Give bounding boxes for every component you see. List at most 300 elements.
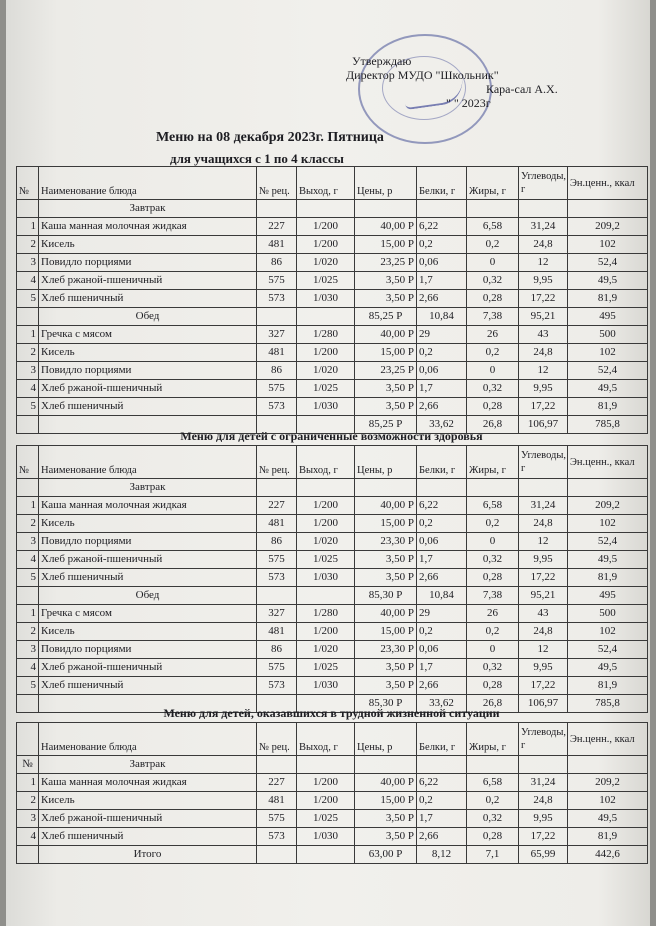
yield: 1/030 (297, 398, 355, 416)
section-breakfast: Завтрак (39, 756, 257, 774)
price: 40,00 Р (355, 326, 417, 344)
header-carbs: Углеводы, г (519, 446, 568, 479)
recipe-num: 573 (257, 398, 297, 416)
dish-name: Повидло порциями (39, 533, 257, 551)
row-num: 1 (17, 218, 39, 236)
fat: 0,2 (467, 515, 519, 533)
total-fat: 7,1 (467, 846, 519, 864)
price: 3,50 Р (355, 398, 417, 416)
carbs: 9,95 (519, 272, 568, 290)
carbs: 24,8 (519, 515, 568, 533)
header-protein: Белки, г (417, 167, 467, 200)
yield: 1/200 (297, 792, 355, 810)
price: 3,50 Р (355, 272, 417, 290)
table-row (17, 380, 648, 398)
carbs: 24,8 (519, 236, 568, 254)
carbs: 24,8 (519, 792, 568, 810)
dish-name: Хлеб ржаной-пшеничный (39, 272, 257, 290)
energy: 102 (568, 515, 648, 533)
yield: 1/020 (297, 362, 355, 380)
recipe-num: 327 (257, 605, 297, 623)
protein: 0,2 (417, 236, 467, 254)
section-total: Итого (39, 846, 257, 864)
table-row (17, 828, 648, 846)
price: 3,50 Р (355, 569, 417, 587)
header-fat: Жиры, г (467, 446, 519, 479)
yield: 1/025 (297, 810, 355, 828)
approval-line-3: Кара-сал А.Х. (486, 82, 558, 96)
carbs: 43 (519, 326, 568, 344)
dish-name: Кисель (39, 623, 257, 641)
recipe-num: 227 (257, 497, 297, 515)
row-num: 3 (17, 362, 39, 380)
yield: 1/025 (297, 380, 355, 398)
row-num: 2 (17, 236, 39, 254)
row-num: 4 (17, 272, 39, 290)
protein: 2,66 (417, 569, 467, 587)
yield: 1/200 (297, 497, 355, 515)
page-title: Меню на 08 декабря 2023г. Пятница (156, 130, 384, 145)
recipe-num: 327 (257, 326, 297, 344)
energy: 209,2 (568, 218, 648, 236)
total-energy: 785,8 (568, 416, 648, 434)
protein: 6,22 (417, 218, 467, 236)
total-protein: 8,12 (417, 846, 467, 864)
table-row (17, 290, 648, 308)
protein: 0,06 (417, 533, 467, 551)
yield: 1/025 (297, 551, 355, 569)
price: 3,50 Р (355, 380, 417, 398)
approval-line-4: " " 2023г (446, 96, 491, 110)
total-protein: 33,62 (417, 695, 467, 713)
energy: 81,9 (568, 677, 648, 695)
carbs: 9,95 (519, 551, 568, 569)
table-row (17, 254, 648, 272)
yield: 1/200 (297, 623, 355, 641)
approval-line-2: Директор МУДО "Школьник" (346, 68, 499, 82)
energy: 102 (568, 344, 648, 362)
price: 40,00 Р (355, 774, 417, 792)
fat: 26 (467, 326, 519, 344)
yield: 1/200 (297, 515, 355, 533)
table-row (17, 515, 648, 533)
recipe-num: 481 (257, 792, 297, 810)
page-subtitle: для учащихся с 1 по 4 классы (170, 151, 344, 166)
price: 23,30 Р (355, 533, 417, 551)
carbs: 12 (519, 641, 568, 659)
row-num: 5 (17, 677, 39, 695)
menu-table-3 (16, 722, 648, 864)
fat: 6,58 (467, 774, 519, 792)
row-num: 5 (17, 290, 39, 308)
table-row (17, 659, 648, 677)
table-row (17, 551, 648, 569)
price: 3,50 Р (355, 828, 417, 846)
header-rec: № рец. (257, 167, 297, 200)
recipe-num: 575 (257, 810, 297, 828)
fat: 0,28 (467, 569, 519, 587)
price: 15,00 Р (355, 236, 417, 254)
table-row (17, 605, 648, 623)
carbs: 17,22 (519, 677, 568, 695)
row-num: 3 (17, 641, 39, 659)
row-num: 1 (17, 605, 39, 623)
header-num: № (17, 167, 39, 200)
total-fat: 7,38 (467, 308, 519, 326)
recipe-num: 573 (257, 828, 297, 846)
total-fat: 7,38 (467, 587, 519, 605)
fat: 6,58 (467, 218, 519, 236)
price: 15,00 Р (355, 623, 417, 641)
header-num: № (17, 446, 39, 479)
total-fat: 26,8 (467, 416, 519, 434)
row-num: 4 (17, 659, 39, 677)
recipe-num: 481 (257, 515, 297, 533)
carbs: 9,95 (519, 659, 568, 677)
table-row (17, 774, 648, 792)
protein: 0,2 (417, 792, 467, 810)
dish-name: Гречка с мясом (39, 326, 257, 344)
dish-name: Каша манная молочная жидкая (39, 774, 257, 792)
energy: 81,9 (568, 569, 648, 587)
recipe-num: 481 (257, 623, 297, 641)
table-row (17, 398, 648, 416)
header-protein: Белки, г (417, 723, 467, 756)
table-row (17, 272, 648, 290)
recipe-num: 575 (257, 272, 297, 290)
row-num: 1 (17, 497, 39, 515)
total-carbs: 95,21 (519, 587, 568, 605)
protein: 1,7 (417, 659, 467, 677)
carbs: 9,95 (519, 810, 568, 828)
protein: 1,7 (417, 551, 467, 569)
section-lunch: Обед (39, 308, 257, 326)
protein: 2,66 (417, 290, 467, 308)
dish-name: Хлеб пшеничный (39, 828, 257, 846)
header-num: № (17, 756, 39, 774)
energy: 102 (568, 623, 648, 641)
recipe-num: 573 (257, 290, 297, 308)
total-fat: 26,8 (467, 695, 519, 713)
fat: 0,2 (467, 236, 519, 254)
energy: 500 (568, 326, 648, 344)
yield: 1/025 (297, 272, 355, 290)
row-num: 1 (17, 326, 39, 344)
energy: 209,2 (568, 497, 648, 515)
carbs: 17,22 (519, 290, 568, 308)
table-row (17, 569, 648, 587)
carbs: 12 (519, 362, 568, 380)
yield: 1/020 (297, 641, 355, 659)
total-carbs: 106,97 (519, 416, 568, 434)
protein: 0,2 (417, 515, 467, 533)
fat: 0 (467, 533, 519, 551)
section-breakfast: Завтрак (39, 200, 257, 218)
total-carbs: 106,97 (519, 695, 568, 713)
protein: 2,66 (417, 398, 467, 416)
dish-name: Кисель (39, 515, 257, 533)
row-num: 3 (17, 810, 39, 828)
fat: 0,32 (467, 810, 519, 828)
fat: 0,2 (467, 623, 519, 641)
price: 3,50 Р (355, 677, 417, 695)
yield: 1/200 (297, 236, 355, 254)
header-empty (17, 723, 39, 756)
header-name: Наименование блюда (39, 167, 257, 200)
menu-table-1 (16, 166, 648, 434)
yield: 1/020 (297, 533, 355, 551)
table-row (17, 810, 648, 828)
dish-name: Каша манная молочная жидкая (39, 497, 257, 515)
energy: 500 (568, 605, 648, 623)
table-row (17, 218, 648, 236)
total-price: 85,25 Р (355, 308, 417, 326)
protein: 0,06 (417, 641, 467, 659)
header-carbs: Углеводы, г (519, 723, 568, 756)
fat: 0,28 (467, 677, 519, 695)
fat: 0,2 (467, 344, 519, 362)
total-energy: 495 (568, 587, 648, 605)
dish-name: Гречка с мясом (39, 605, 257, 623)
fat: 0 (467, 254, 519, 272)
total-price: 63,00 Р (355, 846, 417, 864)
recipe-num: 481 (257, 344, 297, 362)
header-fat: Жиры, г (467, 723, 519, 756)
fat: 0,28 (467, 828, 519, 846)
yield: 1/025 (297, 659, 355, 677)
energy: 81,9 (568, 828, 648, 846)
price: 23,30 Р (355, 641, 417, 659)
yield: 1/030 (297, 569, 355, 587)
dish-name: Повидло порциями (39, 254, 257, 272)
table-row (17, 533, 648, 551)
dish-name: Хлеб ржаной-пшеничный (39, 551, 257, 569)
recipe-num: 573 (257, 569, 297, 587)
header-rec: № рец. (257, 723, 297, 756)
yield: 1/020 (297, 254, 355, 272)
table-row (17, 497, 648, 515)
row-num: 3 (17, 254, 39, 272)
header-protein: Белки, г (417, 446, 467, 479)
protein: 0,06 (417, 362, 467, 380)
dish-name: Хлеб ржаной-пшеничный (39, 659, 257, 677)
carbs: 24,8 (519, 344, 568, 362)
dish-name: Каша манная молочная жидкая (39, 218, 257, 236)
row-num: 2 (17, 515, 39, 533)
total-energy: 495 (568, 308, 648, 326)
total-protein: 10,84 (417, 587, 467, 605)
energy: 209,2 (568, 774, 648, 792)
row-num: 4 (17, 551, 39, 569)
energy: 81,9 (568, 398, 648, 416)
recipe-num: 575 (257, 551, 297, 569)
header-fat: Жиры, г (467, 167, 519, 200)
yield: 1/030 (297, 290, 355, 308)
energy: 49,5 (568, 659, 648, 677)
protein: 1,7 (417, 380, 467, 398)
total-price: 85,30 Р (355, 695, 417, 713)
protein: 2,66 (417, 677, 467, 695)
header-yield: Выход, г (297, 167, 355, 200)
carbs: 17,22 (519, 828, 568, 846)
protein: 6,22 (417, 774, 467, 792)
recipe-num: 227 (257, 218, 297, 236)
row-num: 4 (17, 828, 39, 846)
recipe-num: 86 (257, 362, 297, 380)
price: 40,00 Р (355, 497, 417, 515)
total-price: 85,30 Р (355, 587, 417, 605)
protein: 1,7 (417, 272, 467, 290)
energy: 102 (568, 236, 648, 254)
protein: 29 (417, 326, 467, 344)
protein: 6,22 (417, 497, 467, 515)
recipe-num: 86 (257, 641, 297, 659)
price: 3,50 Р (355, 810, 417, 828)
recipe-num: 575 (257, 659, 297, 677)
header-energy: Эн.ценн., ккал (568, 723, 648, 756)
section-lunch: Обед (39, 587, 257, 605)
total-protein: 33,62 (417, 416, 467, 434)
total-protein: 10,84 (417, 308, 467, 326)
price: 3,50 Р (355, 551, 417, 569)
row-num: 2 (17, 623, 39, 641)
yield: 1/280 (297, 326, 355, 344)
yield: 1/200 (297, 218, 355, 236)
dish-name: Кисель (39, 236, 257, 254)
approval-block (346, 54, 646, 110)
fat: 0,32 (467, 380, 519, 398)
row-num: 2 (17, 792, 39, 810)
total-carbs: 95,21 (519, 308, 568, 326)
dish-name: Хлеб ржаной-пшеничный (39, 380, 257, 398)
approval-line-1: Утверждаю (352, 54, 412, 68)
energy: 52,4 (568, 362, 648, 380)
dish-name: Кисель (39, 792, 257, 810)
price: 15,00 Р (355, 344, 417, 362)
table-row (17, 641, 648, 659)
carbs: 17,22 (519, 569, 568, 587)
energy: 52,4 (568, 254, 648, 272)
dish-name: Кисель (39, 344, 257, 362)
carbs: 12 (519, 533, 568, 551)
energy: 52,4 (568, 641, 648, 659)
header-energy: Эн.ценн., ккал (568, 167, 648, 200)
section-breakfast: Завтрак (39, 479, 257, 497)
price: 3,50 Р (355, 290, 417, 308)
carbs: 31,24 (519, 497, 568, 515)
recipe-num: 86 (257, 533, 297, 551)
energy: 49,5 (568, 810, 648, 828)
table-row (17, 236, 648, 254)
fat: 6,58 (467, 497, 519, 515)
fat: 0,32 (467, 551, 519, 569)
dish-name: Хлеб ржаной-пшеничный (39, 810, 257, 828)
price: 40,00 Р (355, 605, 417, 623)
protein: 2,66 (417, 828, 467, 846)
dish-name: Хлеб пшеничный (39, 398, 257, 416)
dish-name: Хлеб пшеничный (39, 290, 257, 308)
price: 3,50 Р (355, 659, 417, 677)
header-rec: № рец. (257, 446, 297, 479)
protein: 0,2 (417, 623, 467, 641)
fat: 26 (467, 605, 519, 623)
yield: 1/280 (297, 605, 355, 623)
fat: 0,32 (467, 272, 519, 290)
header-price: Цены, р (355, 167, 417, 200)
recipe-num: 86 (257, 254, 297, 272)
total-price: 85,25 Р (355, 416, 417, 434)
table-row (17, 677, 648, 695)
protein: 1,7 (417, 810, 467, 828)
price: 40,00 Р (355, 218, 417, 236)
header-name: Наименование блюда (39, 446, 257, 479)
table-row (17, 344, 648, 362)
table-row (17, 792, 648, 810)
menu-band-3-title: Меню для детей, оказавшихся в трудной жизненной ситуации (163, 706, 500, 720)
carbs: 12 (519, 254, 568, 272)
total-carbs: 65,99 (519, 846, 568, 864)
fat: 0 (467, 362, 519, 380)
energy: 49,5 (568, 551, 648, 569)
yield: 1/200 (297, 774, 355, 792)
protein: 0,2 (417, 344, 467, 362)
row-num: 3 (17, 533, 39, 551)
table-row (17, 326, 648, 344)
price: 15,00 Р (355, 515, 417, 533)
menu-band-2-title: Меню для детей с ограниченные возможности здоровья (180, 429, 483, 443)
dish-name: Повидло порциями (39, 641, 257, 659)
carbs: 9,95 (519, 380, 568, 398)
fat: 0,28 (467, 398, 519, 416)
row-num: 2 (17, 344, 39, 362)
document-page (6, 0, 650, 926)
header-name: Наименование блюда (39, 723, 257, 756)
recipe-num: 227 (257, 774, 297, 792)
recipe-num: 573 (257, 677, 297, 695)
energy: 49,5 (568, 380, 648, 398)
recipe-num: 575 (257, 380, 297, 398)
energy: 49,5 (568, 272, 648, 290)
row-num: 5 (17, 398, 39, 416)
table-row (17, 362, 648, 380)
header-yield: Выход, г (297, 723, 355, 756)
fat: 0,28 (467, 290, 519, 308)
recipe-num: 481 (257, 236, 297, 254)
carbs: 31,24 (519, 218, 568, 236)
total-energy: 442,6 (568, 846, 648, 864)
price: 15,00 Р (355, 792, 417, 810)
dish-name: Хлеб пшеничный (39, 677, 257, 695)
row-num: 4 (17, 380, 39, 398)
carbs: 43 (519, 605, 568, 623)
protein: 0,06 (417, 254, 467, 272)
price: 23,25 Р (355, 254, 417, 272)
protein: 29 (417, 605, 467, 623)
yield: 1/030 (297, 828, 355, 846)
menu-table-2 (16, 445, 648, 713)
header-energy: Эн.ценн., ккал (568, 446, 648, 479)
header-price: Цены, р (355, 723, 417, 756)
price: 23,25 Р (355, 362, 417, 380)
row-num: 1 (17, 774, 39, 792)
header-yield: Выход, г (297, 446, 355, 479)
fat: 0 (467, 641, 519, 659)
header-carbs: Углеводы, г (519, 167, 568, 200)
energy: 52,4 (568, 533, 648, 551)
energy: 102 (568, 792, 648, 810)
row-num: 5 (17, 569, 39, 587)
carbs: 24,8 (519, 623, 568, 641)
